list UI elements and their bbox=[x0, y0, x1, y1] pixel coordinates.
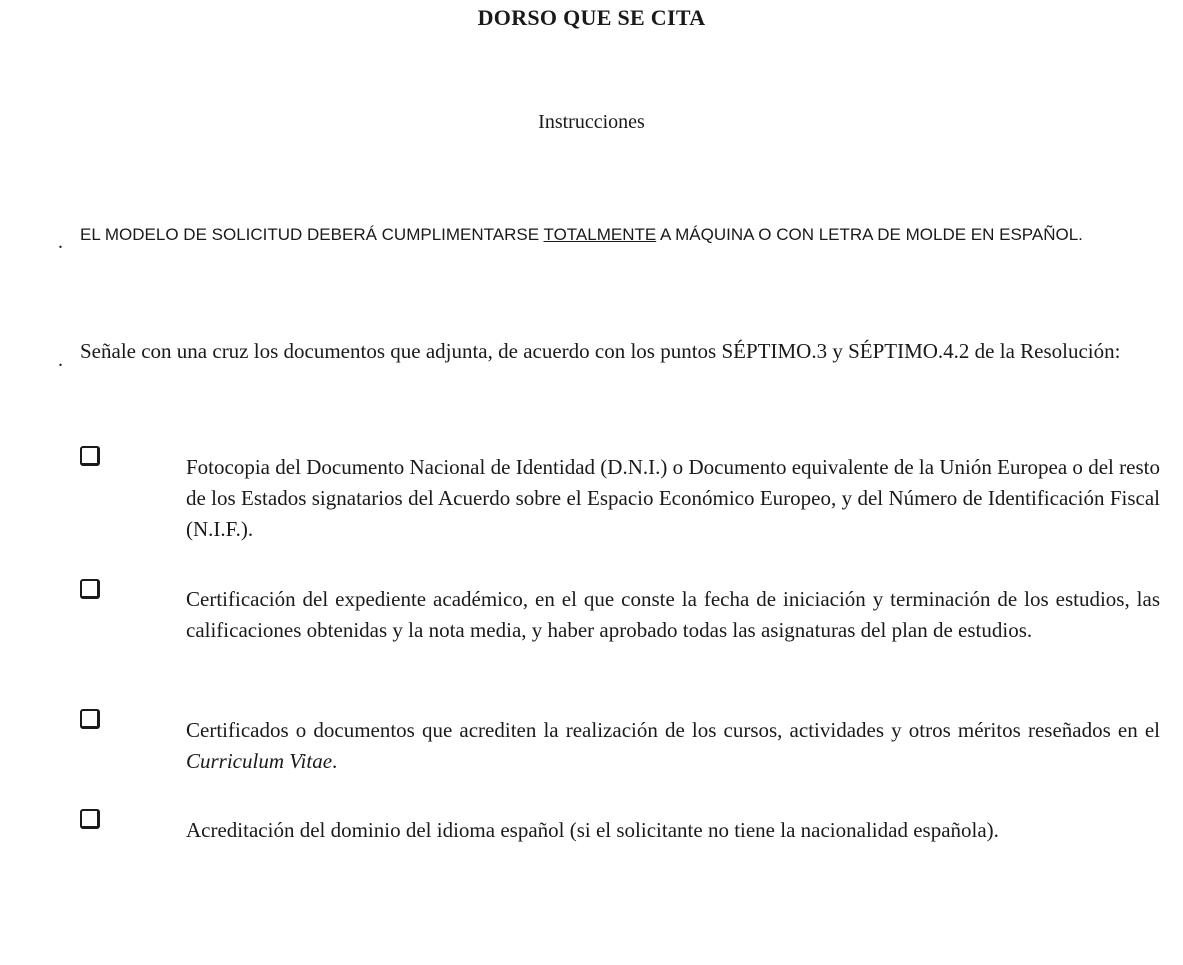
checkbox-certificados[interactable] bbox=[80, 709, 100, 729]
instruction-1-text-after: A MÁQUINA O CON LETRA DE MOLDE EN ESPAÑOL. bbox=[656, 225, 1083, 244]
instruction-1-text-before: EL MODELO DE SOLICITUD DEBERÁ CUMPLIMENTARSE bbox=[80, 225, 544, 244]
checkbox-dni[interactable] bbox=[80, 446, 100, 466]
checklist-item-certificados-after: . bbox=[332, 749, 338, 773]
bullet-instruction-2: . bbox=[58, 349, 63, 371]
instruction-1-underlined: TOTALMENTE bbox=[543, 225, 657, 244]
curriculum-vitae-italic: Curriculum Vitae bbox=[186, 749, 333, 773]
checklist-item-certificados bbox=[186, 715, 1160, 777]
document-title: DORSO QUE SE CITA bbox=[477, 5, 706, 30]
checklist-item-dni: Fotocopia del Documento Nacional de Identidad (D.N.I.) o Documento equivalente de la Unión Europea o del resto de los Estados signatarios del Acuerdo sobre el Espacio Económico Europeo, y del Número de Identificación Fiscal (N.I.F.). bbox=[186, 455, 1160, 541]
checklist-item-idioma: Acreditación del dominio del idioma español (si el solicitante no tiene la nacionalidad española). bbox=[186, 818, 999, 842]
document-subtitle: Instrucciones bbox=[538, 111, 645, 133]
checkbox-expediente[interactable] bbox=[80, 579, 100, 599]
instruction-2-text: Señale con una cruz los documentos que adjunta, de acuerdo con los puntos SÉPTIMO.3 y SÉPTIMO.4.2 de la Resolución: bbox=[80, 339, 1121, 363]
checkbox-idioma[interactable] bbox=[80, 809, 100, 829]
checklist-item-certificados-before: Certificados o documentos que acrediten la realización de los cursos, actividades y otros méritos reseñados en el bbox=[186, 718, 1160, 742]
instruction-1-text bbox=[80, 220, 1160, 250]
checklist-item-expediente: Certificación del expediente académico, en el que conste la fecha de iniciación y terminación de los estudios, las calificaciones obtenidas y la nota media, y haber aprobado todas las asignaturas del plan de estudios. bbox=[186, 587, 1160, 642]
bullet-instruction-1: . bbox=[58, 231, 63, 253]
